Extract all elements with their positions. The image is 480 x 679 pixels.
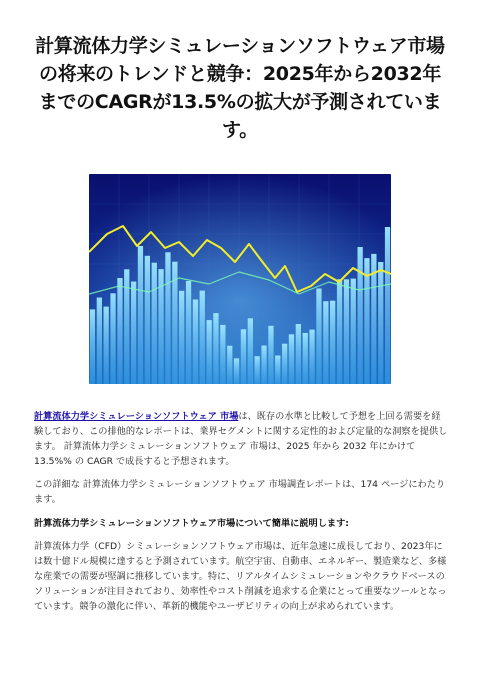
hero-bar [344,279,349,384]
hero-bar [124,269,129,384]
hero-bar [131,282,136,385]
hero-bar [179,291,184,384]
hero-bar [337,279,342,384]
hero-bar [282,344,287,384]
market-link[interactable]: 計算流体力学シミュレーションソフトウェア 市場 [34,411,239,422]
hero-bar [289,334,294,384]
hero-bar [358,247,363,384]
report-pages-paragraph: この詳細な 計算流体力学シミュレーションソフトウェア 市場調査レポートは、174 ページにわたります。 [34,479,446,505]
hero-bar [110,293,115,384]
hero-bar [351,279,356,384]
hero-bar [316,289,321,385]
intro-paragraph-text: は、既存の水準と比較して予想を上回る需要を経験しており、この排他的なレポートは、業界セグメントに関する定性的および定量的な洞察を提供します。 計算流体力学シミュレーションソフトウェア 市場は、2025 年から 2032 年にかけて 13.5%% の CAGR で成長すると予想されます。 [34,411,448,467]
hero-chart-image [89,174,391,384]
hero-bar [227,346,232,384]
hero-bar [200,291,205,384]
page-title: 計算流体力学シミュレーションソフトウェア市場の将来のトレンドと競争：2025年から2032年までのCAGRが13.5%の拡大が予測されています。 [35,35,445,141]
hero-bar [275,356,280,385]
hero-bar [186,281,191,384]
hero-bar [138,246,143,384]
hero-bar [104,307,109,384]
hero-bar [378,262,383,384]
hero-bar [234,358,239,384]
hero-bar [152,263,157,384]
chart-graphic-icon [89,174,391,384]
hero-bar [261,346,266,385]
hero-bar [303,333,308,384]
hero-bar [165,252,170,384]
hero-bar [323,301,328,384]
hero-bar [97,298,102,385]
section-heading: 計算流体力学シミュレーションソフトウェア市場について簡単に説明します: [34,518,349,529]
hero-bar [213,313,218,384]
hero-bar [207,320,212,384]
hero-bar [385,227,390,384]
hero-bar [255,356,260,384]
hero-bar [117,278,122,384]
hero-bar [248,318,253,384]
hero-bar [296,324,301,384]
hero-bar [330,301,335,384]
hero-bar [193,300,198,385]
intro-paragraph [34,409,448,469]
hero-bar [90,309,95,384]
hero-bar [268,326,273,384]
market-summary-paragraph: 計算流体力学（CFD）シミュレーションソフトウェア市場は、近年急速に成長しており、2023年には数十億ドル規模に達すると予測されています。航空宇宙、自動車、エネルギー、製造業など、多様な産業での需要が堅調に推移しています。特に、リアルタイムシミュレーションやクラウドベースのソリューションが注目されており、効率性やコスト削減を追求する企業にとって重要なツールとなっています。競争の激化に伴い、革新的機能やユーザビリティの向上が求められています。 [34,541,447,612]
hero-bar [241,329,246,384]
hero-bar [145,256,150,384]
hero-bar [309,330,314,384]
hero-bar [220,325,225,384]
